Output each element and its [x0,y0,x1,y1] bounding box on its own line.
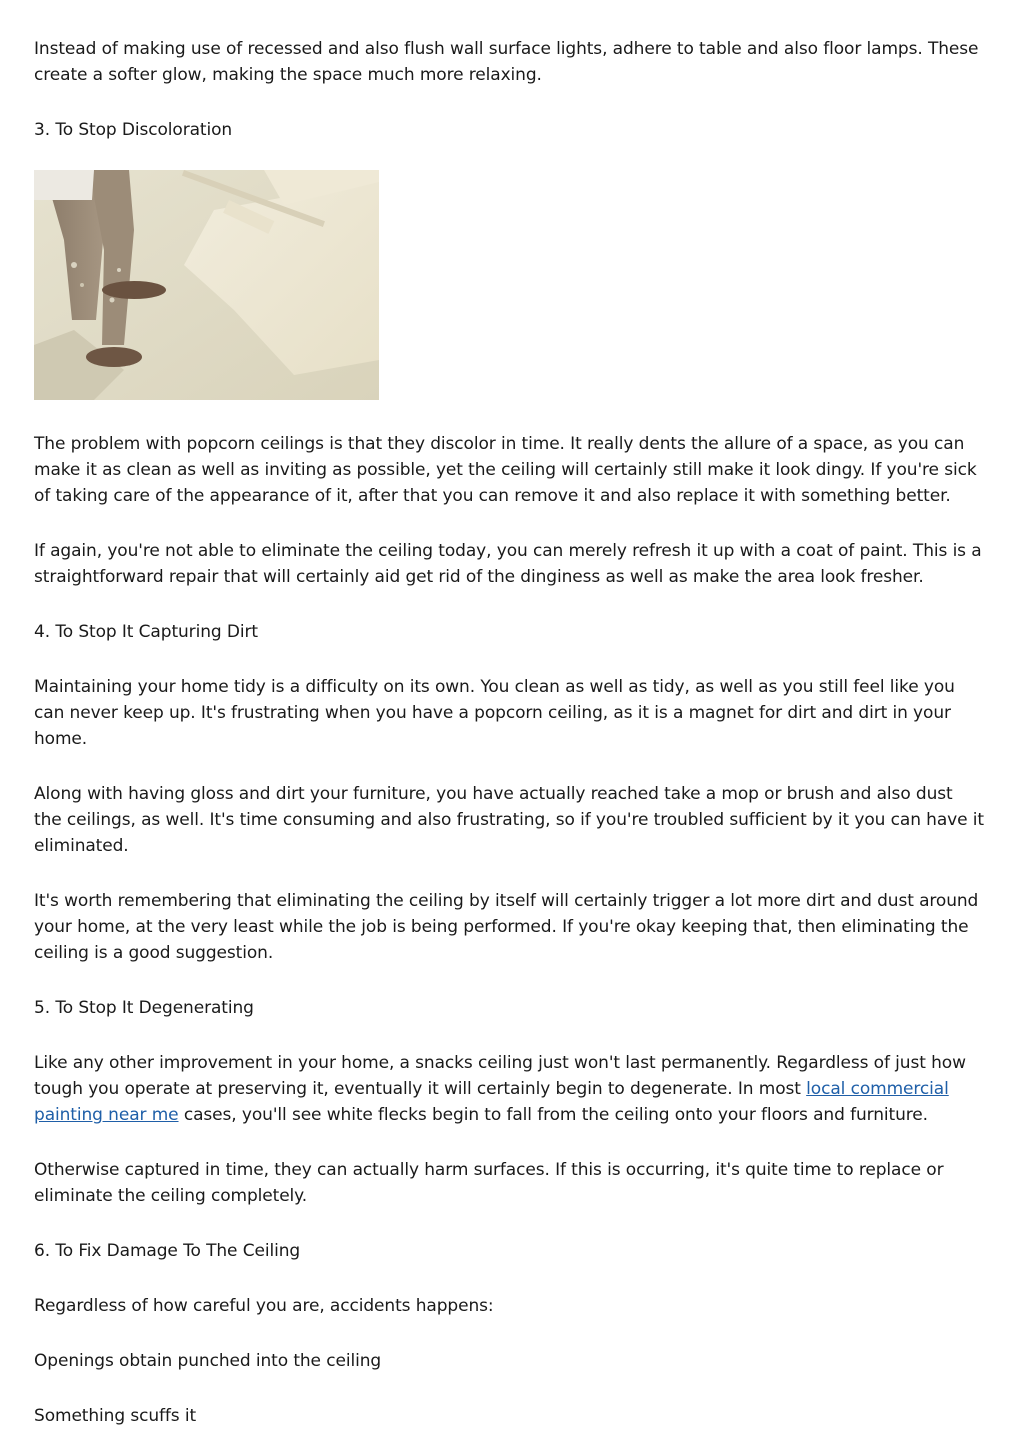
section-4-paragraph-3: It's worth remembering that eliminating the ceiling by itself will certainly trigger a lot more dirt and dust around your home, at the very least while the job is being performed. If you're okay keeping that, then eliminating the ceiling is a good suggestion. [34,891,979,963]
section-3-paragraph-2: If again, you're not able to eliminate the ceiling today, you can merely refresh it up with a coat of paint. This is a straightforward repair that will certainly aid get rid of the dinginess as well as make the area look fresher. [34,541,982,587]
section-5-paragraph-1-text-start: Like any other improvement in your home, a snacks ceiling just won't last permanently. Regardless of just how tough you operate at preserving it, eventually it will certainly begin to degenerate. In most [34,1053,966,1099]
section-5-paragraph-1-text-end: cases, you'll see white flecks begin to fall from the ceiling onto your floors and furniture. [178,1105,928,1125]
section-3-heading: 3. To Stop Discoloration [34,120,233,140]
photo-icon [34,170,379,400]
floor-painting-photo [34,170,984,400]
section-6-heading: 6. To Fix Damage To The Ceiling [34,1241,301,1261]
article-body [34,36,984,1429]
section-4-paragraph-1: Maintaining your home tidy is a difficulty on its own. You clean as well as tidy, as well as you still feel like you can never keep up. It's frustrating when you have a popcorn ceiling, as it is a magnet for dirt and dirt in your home. [34,677,955,749]
section-6-item-2: Something scuffs it [34,1406,197,1426]
section-5-heading: 5. To Stop It Degenerating [34,998,254,1018]
section-4-heading: 4. To Stop It Capturing Dirt [34,622,258,642]
section-3-paragraph-1: The problem with popcorn ceilings is that they discolor in time. It really dents the allure of a space, as you can make it as clean as well as inviting as possible, yet the ceiling will certainly still make it look dingy. If you're sick of taking care of the appearance of it, after that you can remove it and also replace it with something better. [34,434,977,506]
section-6-paragraph-1: Regardless of how careful you are, accidents happens: [34,1296,494,1316]
section-4-paragraph-2: Along with having gloss and dirt your furniture, you have actually reached take a mop or brush and also dust the ceilings, as well. It's time consuming and also frustrating, so if you're troubled sufficient by it you can have it eliminated. [34,784,984,856]
section-6-item-1: Openings obtain punched into the ceiling [34,1351,382,1371]
section-5-paragraph-1 [34,1050,984,1128]
section-5-paragraph-2: Otherwise captured in time, they can actually harm surfaces. If this is occurring, it's quite time to replace or eliminate the ceiling completely. [34,1160,944,1206]
local-commercial-painting-link[interactable]: local commercial painting near me [34,1079,949,1125]
intro-paragraph: Instead of making use of recessed and also flush wall surface lights, adhere to table and also floor lamps. These create a softer glow, making the space much more relaxing. [34,39,979,85]
